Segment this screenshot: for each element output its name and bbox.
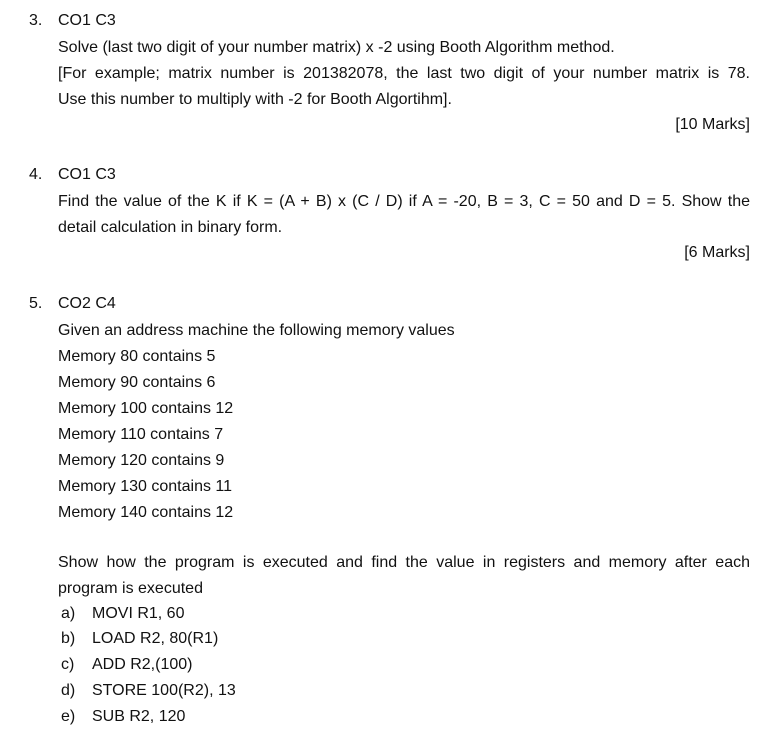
option-instruction: STORE 100(R2), 13 bbox=[92, 682, 236, 699]
option-instruction: SUB R2, 120 bbox=[92, 708, 186, 725]
question-number: 5. bbox=[29, 295, 43, 312]
instruction-text-line: program is executed bbox=[58, 580, 203, 597]
course-outcome-code: CO1 C3 bbox=[58, 166, 116, 183]
course-outcome-code: CO1 C3 bbox=[58, 12, 116, 29]
question-number: 3. bbox=[29, 12, 43, 29]
question-text-line: Use this number to multiply with -2 for Booth Algortihm]. bbox=[58, 91, 452, 108]
question-number: 4. bbox=[29, 166, 43, 183]
marks-label: [10 Marks] bbox=[675, 116, 750, 133]
option-letter: a) bbox=[61, 605, 76, 622]
option-letter: e) bbox=[61, 708, 76, 725]
option-instruction: ADD R2,(100) bbox=[92, 656, 193, 673]
question-text-line: detail calculation in binary form. bbox=[58, 219, 283, 236]
question-intro: Given an address machine the following memory values bbox=[58, 322, 455, 339]
marks-label: [6 Marks] bbox=[684, 244, 750, 261]
question-5-header bbox=[29, 295, 116, 313]
memory-value-line: Memory 120 contains 9 bbox=[58, 452, 225, 469]
memory-value-line: Memory 110 contains 7 bbox=[58, 426, 224, 443]
memory-value-line: Memory 130 contains 11 bbox=[58, 478, 233, 495]
memory-value-line: Memory 80 contains 5 bbox=[58, 348, 216, 365]
question-3-header bbox=[29, 12, 116, 30]
question-text-line: Solve (last two digit of your number matrix) x -2 using Booth Algorithm method. bbox=[58, 39, 615, 56]
memory-value-line: Memory 90 contains 6 bbox=[58, 374, 216, 391]
option-letter: d) bbox=[61, 682, 76, 699]
option-instruction: LOAD R2, 80(R1) bbox=[92, 630, 219, 647]
question-4-header bbox=[29, 166, 116, 184]
question-text-line: Find the value of the K if K = (A + B) x (C / D) if A = -20, B = 3, C = 50 and D = 5. Show the bbox=[58, 193, 750, 210]
option-letter: c) bbox=[61, 656, 75, 673]
option-letter: b) bbox=[61, 630, 76, 647]
question-text-line: [For example; matrix number is 201382078, the last two digit of your number matrix is 78. bbox=[58, 65, 750, 82]
option-instruction: MOVI R1, 60 bbox=[92, 605, 185, 622]
memory-value-line: Memory 100 contains 12 bbox=[58, 400, 234, 417]
course-outcome-code: CO2 C4 bbox=[58, 295, 116, 312]
memory-value-line: Memory 140 contains 12 bbox=[58, 504, 234, 521]
instruction-text-line: Show how the program is executed and find the value in registers and memory after each bbox=[58, 554, 750, 571]
